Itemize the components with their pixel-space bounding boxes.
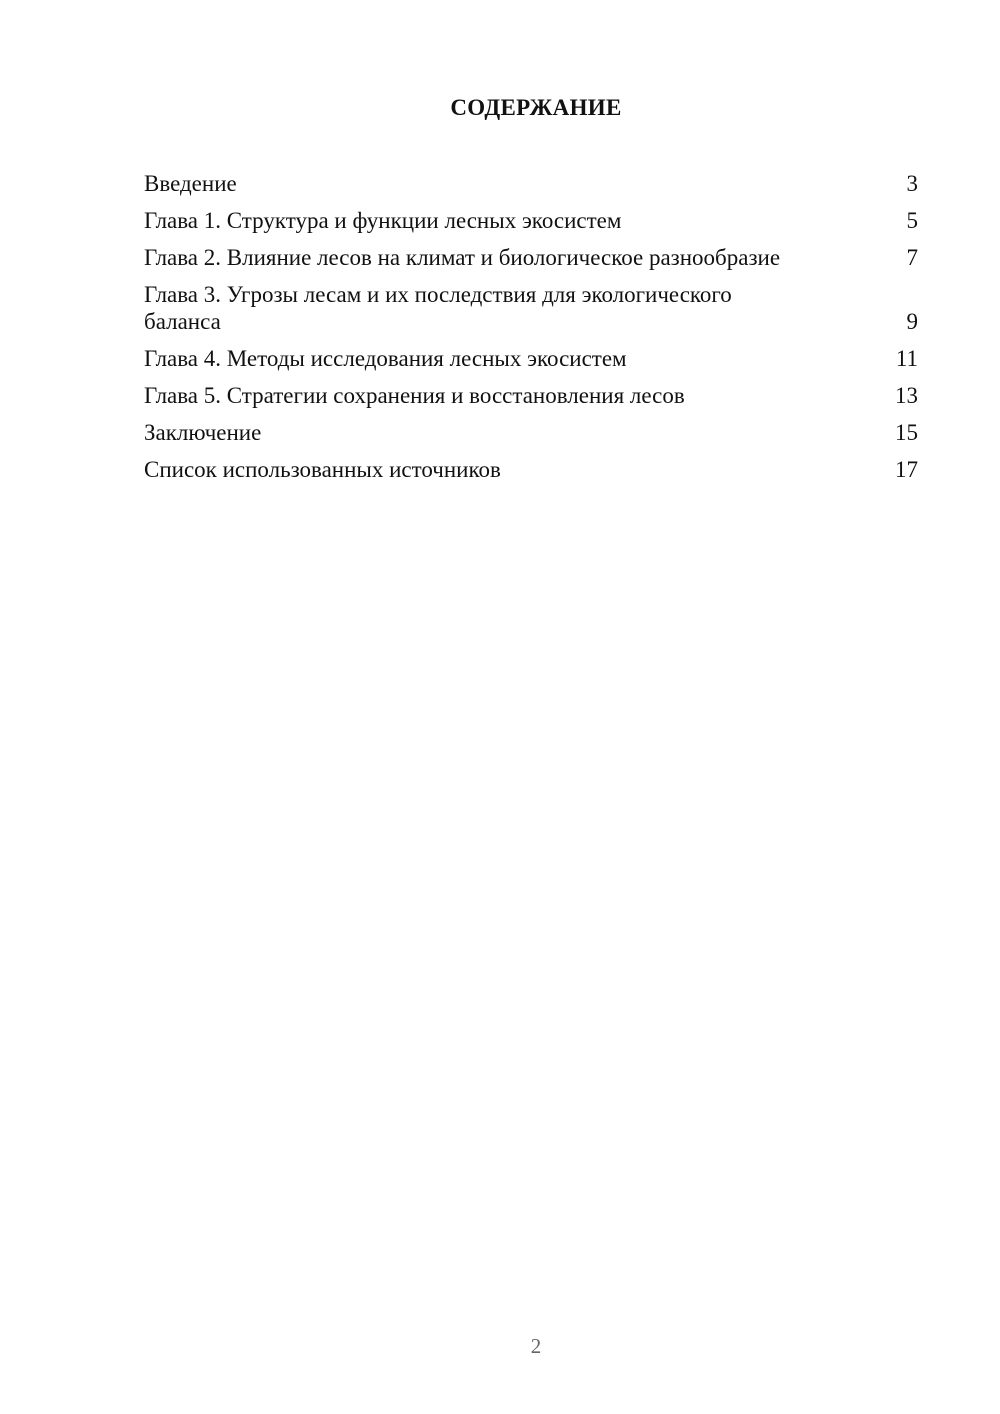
toc-entry-title: Глава 4. Методы исследования лесных экосистем bbox=[144, 346, 627, 371]
toc-entry-page: 5 bbox=[906, 208, 918, 233]
toc-entry-page: 17 bbox=[895, 457, 918, 482]
toc-entry-title: Список использованных источников bbox=[144, 457, 501, 482]
toc-entry-chapter-5 bbox=[144, 382, 918, 409]
toc-entry-page: 3 bbox=[906, 171, 918, 196]
toc-entry-page: 11 bbox=[895, 346, 918, 371]
toc-entry-chapter-4 bbox=[144, 345, 918, 372]
toc-entry-page: 15 bbox=[895, 420, 918, 445]
toc-entry-title: Глава 5. Стратегии сохранения и восстановления лесов bbox=[144, 383, 685, 408]
toc-entry-page: 13 bbox=[895, 383, 918, 408]
toc-entry-conclusion bbox=[144, 419, 918, 446]
toc-entry-page: 7 bbox=[906, 245, 918, 270]
toc-entry-title: Глава 1. Структура и функции лесных экосистем bbox=[144, 208, 622, 233]
toc-entry-title: Заключение bbox=[144, 420, 262, 445]
table-of-contents bbox=[144, 170, 918, 493]
toc-entry-chapter-3 bbox=[144, 281, 918, 335]
toc-entry-references bbox=[144, 456, 918, 483]
page-number: 2 bbox=[530, 1334, 542, 1358]
toc-heading: СОДЕРЖАНИЕ bbox=[450, 95, 622, 120]
toc-entry-title: Введение bbox=[144, 171, 237, 196]
toc-entry-title: Глава 2. Влияние лесов на климат и биологическое разнообразие bbox=[144, 245, 781, 270]
toc-entry-page: 9 bbox=[906, 309, 918, 334]
toc-entry-introduction bbox=[144, 170, 918, 197]
toc-entry-chapter-1 bbox=[144, 207, 918, 234]
toc-entry-title: Глава 3. Угрозы лесам и их последствия для экологического баланса bbox=[144, 282, 732, 334]
toc-entry-chapter-2 bbox=[144, 244, 918, 271]
